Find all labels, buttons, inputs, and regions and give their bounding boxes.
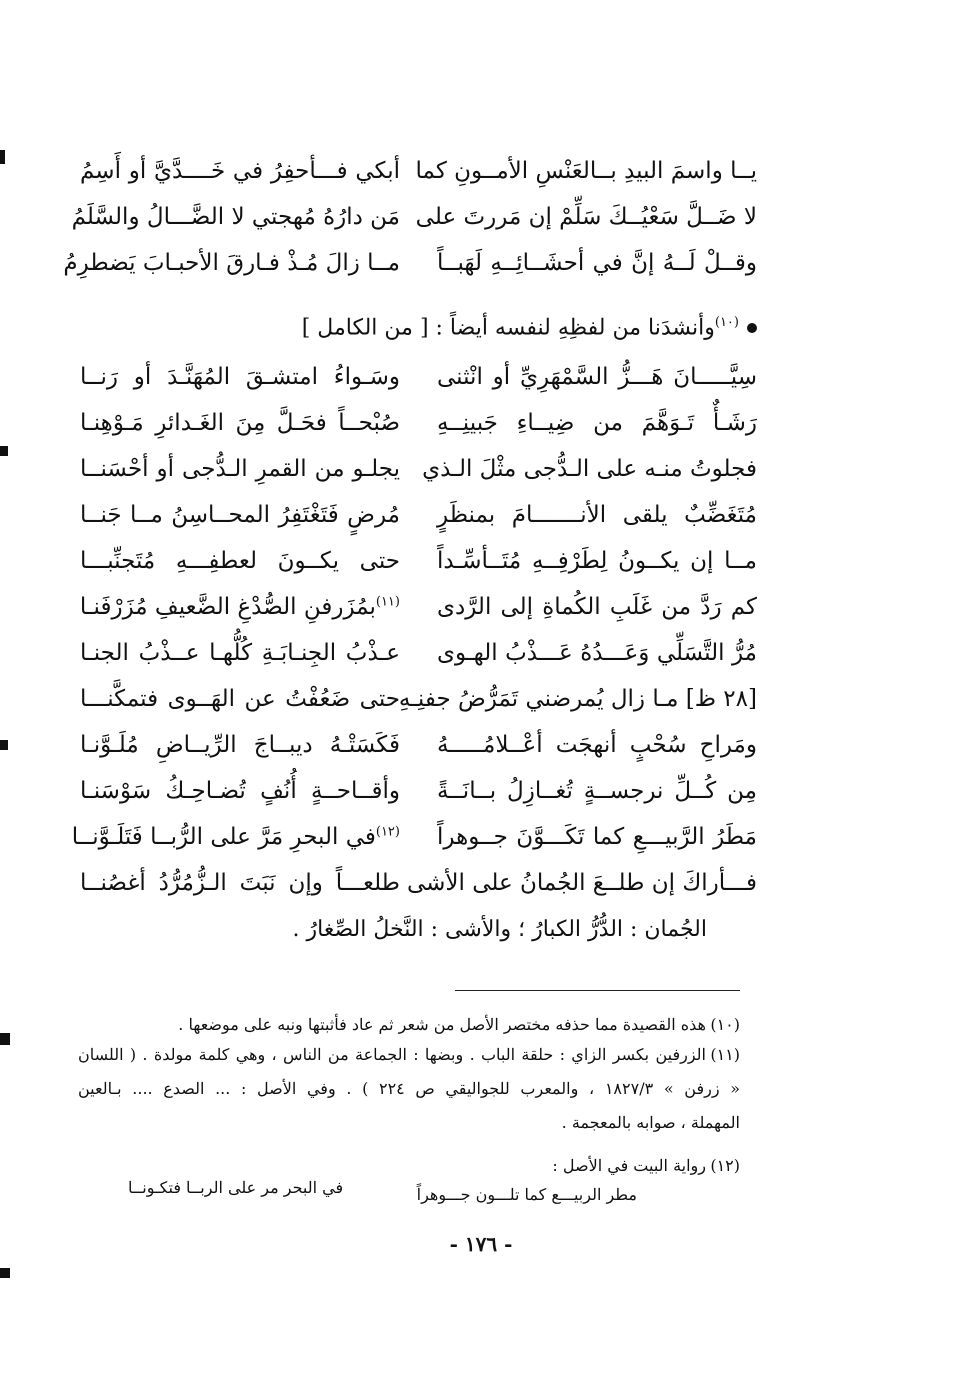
second-hemistich: طلعـــاً وإن نَبَتَ الـزُّمُرُّدُ أغصُنــا (80, 870, 400, 896)
footnote-number: (١٠) (710, 1015, 740, 1034)
second-hemistich: وسَـواءُ امتشـقَ المُهَنَّـدَ أو رَنــا (80, 364, 400, 390)
first-hemistich: مِن كُــلِّ نرجســةٍ تُغــازِلُ بــانَــةً (437, 778, 757, 804)
second-hemistich: حتى يكــونَ لعطفِـــهِ مُتَجنِّبـــا (80, 548, 400, 574)
scan-edge-mark (0, 150, 5, 164)
footnote-ref: (١١) (375, 594, 400, 610)
footnote-ref: (١٢) (375, 824, 400, 840)
footnote-12 (552, 1151, 740, 1181)
first-hemistich: مُرُّ التَّسَلِّي وَعَـــدُهُ عَـــذْبُ الهـوى (437, 640, 757, 666)
second-hemistich: حتى ضَعُفْتُ عن الهَــوى فتمكَّنـــا (80, 686, 400, 712)
second-hemistich: مــا زالَ مُـذْ فـارقَ الأحبـابَ يَضطرِمُ (63, 250, 400, 276)
scan-edge-mark (0, 1033, 10, 1045)
first-hemistich: مَطَرُ الرَّبيـــعِ كما تَكَـــوَّنَ جــوهراً (437, 824, 757, 850)
first-hemistich: فجلوتُ منـه على الـدُّجى مثْلَ الـذي (422, 456, 757, 482)
footnote-divider (455, 990, 740, 991)
verse (80, 640, 757, 686)
verse (80, 778, 757, 824)
variant-second-hemistich: في البحر مر على الربــا فتكـونــا (128, 1178, 344, 1197)
second-hemistich: أبكي فـــأحفِرُ في خَــــدَّيَّ أو أَسِمُ (80, 158, 400, 184)
first-hemistich: فـــأراكَ إن طلــعَ الجُمانُ على الأشى (406, 870, 757, 896)
verse (80, 158, 757, 204)
verse (80, 732, 757, 778)
verse (80, 870, 757, 916)
footnote-text: رواية البيت في الأصل : (552, 1156, 706, 1175)
intro-line (302, 315, 757, 340)
verse (80, 410, 757, 456)
second-hemistich: مَن دارُهُ مُهجتي لا الضَّـــالُ والسَّلَمُ (71, 204, 400, 230)
footnote-number: (١١) (710, 1045, 740, 1064)
hemistich-text: بمُزَرفنِ الصُّدْغِ الضَّعيفِ مُزَرْفَنـا (79, 594, 376, 620)
verse-block-1 (63, 158, 757, 296)
scan-edge-mark (0, 1268, 10, 1278)
scan-edge-mark (0, 740, 8, 750)
hemistich-text: في البحرِ مَرَّ على الرُّبــا فَتَلَـوَّنــا (71, 824, 376, 850)
footnote-11-line-1: الزرفين بكسر الزاي : حلقة الباب . وبضها : الجماعة من الناس ، وهي كلمة مولدة . ( اللسان (78, 1045, 706, 1064)
page-number: - ١٧٦ - (449, 1232, 513, 1256)
first-hemistich: كم رَدَّ من غَلَبِ الكُماةِ إلى الرَّدى (437, 594, 757, 620)
footnote-ref: (١٠) (714, 315, 739, 330)
verse (80, 456, 757, 502)
scan-edge-mark (0, 446, 8, 456)
second-hemistich: فَكَسَتْـهُ ديبــاجَ الرِّيــاضِ مُلَـوَّنـا (80, 732, 400, 758)
footnote-10 (178, 1010, 740, 1040)
first-hemistich: رَشَـأٌ تَـوَهَّمَ من ضِيــاءِ جَبينِــهِ (437, 410, 757, 436)
second-hemistich: يجلـو من القمرِ الـدُّجى أو أحْسَنــا (80, 456, 400, 482)
first-hemistich: سِيَّـــــانَ هَـــزُّ السَّمْهَرِيِّ أو انْثنى (437, 364, 757, 390)
first-hemistich: [٢٨ ظ] مـا زال يُمرضني تَمَرُّضُ جفنِـهِ (398, 686, 757, 712)
verse (71, 824, 757, 870)
verse (80, 364, 757, 410)
second-hemistich: صُبْحــاً فحَـلَّ مِنَ الغَـدائرِ مَـوْهِنـا (80, 410, 400, 436)
verse (80, 502, 757, 548)
intro-text: وأنشدَنا من لفظِهِ لنفسه أيضاً : [ من الكامل ] (301, 315, 715, 341)
footnote-11-line-2: « زرفن » ١٨٢٧/٣ ، والمعرب للجواليقي ص ٢٢٤ ) . وفي الأصل : ... الصدع .... بـالعين (78, 1079, 741, 1098)
second-hemistich: مُرضٍ فَتَغْتَفِرُ المحــاسِنُ مــا جَنــا (80, 502, 400, 528)
verse (80, 594, 757, 640)
first-hemistich: مُتَغَضِّبٌ يلقى الأنـــــــامَ بمنظَرٍ (437, 502, 757, 528)
second-hemistich: وأقــاحــةٍ أُنُفٍ تُضـاحِـكُ سَوْسَنـا (80, 778, 400, 804)
first-hemistich: ومَراحِ سُحْبٍ أنهجَت أعْــلامُـــــهُ (437, 732, 757, 758)
first-hemistich: مــا إن يكــونُ لِطَرْفِــهِ مُتَــأسِّـداً (437, 548, 757, 574)
footnote-text: هذه القصيدة مما حذفه مختصر الأصل من شعر ثم عاد فأثبتها ونبه على موضعها . (178, 1015, 706, 1034)
gloss-line: الجُمان : الدُّرُّ الكبارُ ؛ والأشى : النَّخلُ الصِّغارُ . (292, 917, 707, 942)
verse (71, 204, 757, 250)
verse-block-2 (71, 364, 757, 916)
verse (80, 686, 757, 732)
footnote-11-line-3: المهملة ، صوابه بالمعجمة . (561, 1113, 740, 1132)
verse (63, 250, 757, 296)
first-hemistich: وقــلْ لَــهُ إنَّ في أحشَــائِــهِ لَهَبــاً (437, 250, 757, 276)
bullet-icon (747, 323, 757, 333)
first-hemistich: لا ضَــلَّ سَعْيُــكَ سَلِّمْ إن مَررتَ على (415, 204, 757, 230)
first-hemistich: يــا واسمَ البيدِ بــالعَنْسِ الأمــونِ كما (415, 158, 757, 184)
second-hemistich: عـذْبُ الجِنـابَـةِ كُلُّهـا عــذْبُ الجنـا (80, 640, 400, 666)
verse (80, 548, 757, 594)
variant-first-hemistich: مطر الربيـــع كما تلـــون جـــوهراً (416, 1185, 637, 1204)
second-hemistich (71, 824, 400, 850)
footnote-number: (١٢) (710, 1156, 740, 1175)
footnote-11 (706, 1040, 740, 1070)
second-hemistich (80, 594, 400, 620)
